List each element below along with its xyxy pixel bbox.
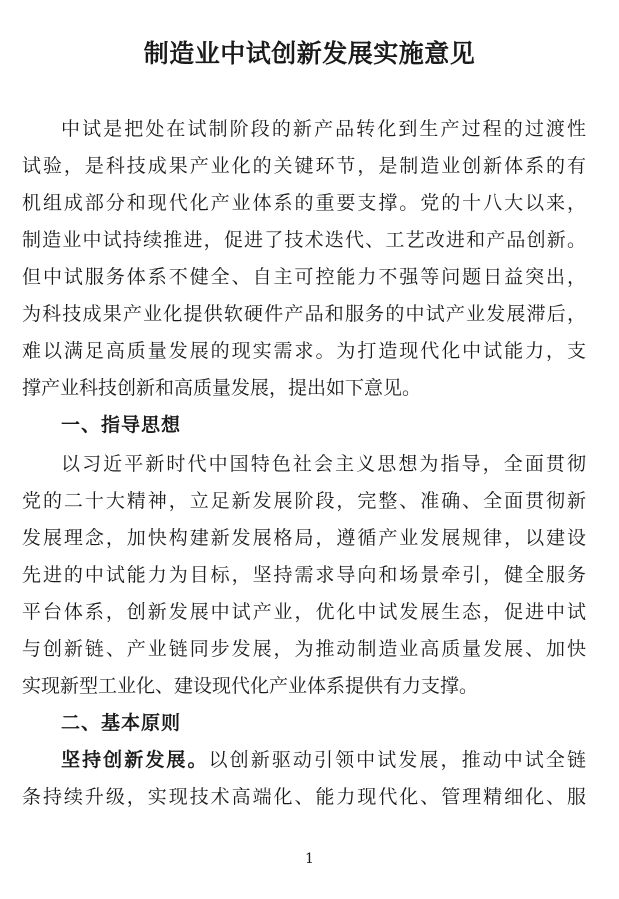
intro-line-8: 撑产业科技创新和高质量发展，提出如下意见。 <box>22 377 422 399</box>
intro-line-4: 制造业中试持续推进，促进了技术迭代、工艺改进和产品创新。 <box>22 229 586 251</box>
section1-line-1: 以习近平新时代中国特色社会主义思想为指导，全面贯彻 <box>61 453 586 475</box>
intro-line-3: 机组成部分和现代化产业体系的重要支撑。党的十八大以来， <box>22 192 586 214</box>
section1-line-6: 与创新链、产业链同步发展，为推动制造业高质量发展、加快 <box>22 638 586 660</box>
principle1-line-2: 条持续升级，实现技术高端化、能力现代化、管理精细化、服 <box>22 786 586 808</box>
intro-line-2: 试验，是科技成果产业化的关键环节，是制造业创新体系的有 <box>22 155 586 177</box>
intro-line-5: 但中试服务体系不健全、自主可控能力不强等问题日益突出， <box>22 266 586 288</box>
section1-line-7: 实现新型工业化、建设现代化产业体系提供有力支撑。 <box>22 675 479 697</box>
section-heading-guiding-ideology: 一、指导思想 <box>61 414 182 436</box>
principle1-lead: 坚持创新发展。 <box>61 749 209 771</box>
intro-line-6: 为科技成果产业化提供软硬件产品和服务的中试产业发展滞后， <box>22 303 586 325</box>
section1-line-3: 发展理念，加快构建新发展格局，遵循产业发展规律，以建设 <box>22 527 586 549</box>
principle1-line-1 <box>61 742 586 779</box>
intro-line-1: 中试是把处在试制阶段的新产品转化到生产过程的过渡性 <box>61 118 586 140</box>
section-heading-basic-principles: 二、基本原则 <box>61 712 182 734</box>
section1-line-4: 先进的中试能力为目标，坚持需求导向和场景牵引，健全服务 <box>22 564 586 586</box>
intro-line-7: 难以满足高质量发展的现实需求。为打造现代化中试能力，支 <box>22 340 586 362</box>
section1-line-2: 党的二十大精神，立足新发展阶段，完整、准确、全面贯彻新 <box>22 490 586 512</box>
section1-line-5: 平台体系，创新发展中试产业，优化中试发展生态，促进中试 <box>22 601 586 623</box>
principle1-line-1-rest: 以创新驱动引领中试发展，推动中试全链 <box>208 749 586 771</box>
document-title: 制造业中试创新发展实施意见 <box>143 39 476 68</box>
page-number: 1 <box>305 851 314 867</box>
